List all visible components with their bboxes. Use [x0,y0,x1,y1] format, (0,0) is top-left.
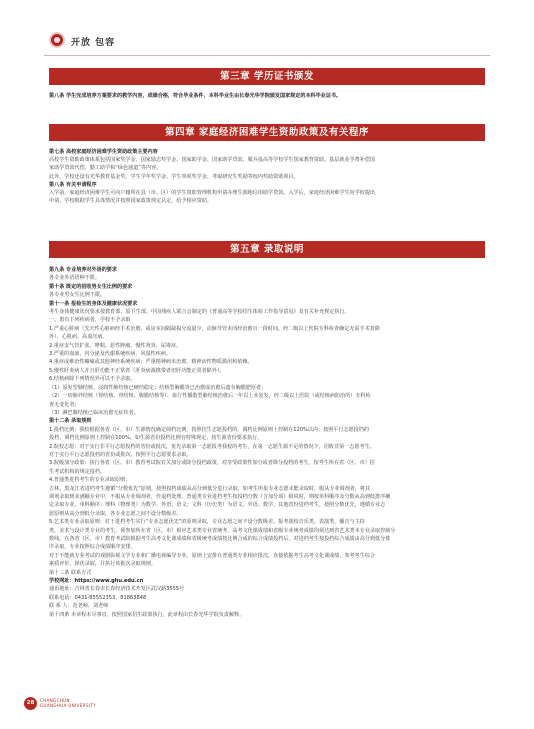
text-line: 第十三条 联系方式 [49,569,92,576]
chapter-5-body [49,266,485,619]
chapter-4-title: 第四章 家庭经济困难学生资助政策及有关程序 [49,124,485,141]
text-line: （1）原发型肺结核、浸润性肺结核已硬结稳定；结核型胸膜炎已治愈或治愈后遗有胸膜肥厚者； [49,384,267,391]
text-line: 联 系 人：范老师、刘老师 [49,603,109,610]
text-line: 投档，调档比例原则上控制在100%，如生源省份投档比例有特殊规定，按生源省份要求执行。 [49,435,263,442]
text-line: 4.普通类进档考生的专业录取原则： [49,477,131,484]
text-line: 2.院校志愿：对于实行非平行志愿投档的省份或批次，优先录取第一志愿报考我校的考生，在第一志愿生源不足的情况下，招收非第一志愿考生。 [49,443,375,450]
text-line: 生考试机构的规定投档。 [49,468,106,475]
text-line: 各专业男女生比例不限。 [49,292,106,299]
text-line: 第九条 专业培养对外语的要求 [49,267,117,273]
chapter-3-title: 第三章 学历证书颁发 [49,68,485,85]
text-line: 类、美术与设计类专业的考生，须参加所在省（区、市）相应艺术类专业省统考，高考文化课成绩和省级专业统考成绩均须达到省艺术类本专业录取控制分 [49,527,396,534]
text-line: 吉林、黑龙江省进档考生遵循“分数优先”原则，按照投档成绩从高分到低分进行录取，如考生所报专业志愿未能录取时，服从专业调剂者，将其 [49,485,371,492]
text-line: （2）一切肺外结核（肾结核、骨结核、腹膜结核等）、血行性播散型肺结核治愈后一年以上未复发，经二级以上医院（或结核病防治所）专科检 [49,393,371,400]
footer-university-name [40,698,96,708]
footer-name-line: CHANGCHUN [40,698,70,703]
university-logo-icon [49,32,65,48]
text-line: 申请，学校根据学生具体情况并按照国家政策规定认定，给予相应资助。 [49,198,213,205]
page-number: 28 [24,697,37,710]
text-line: 5.慢性肝炎病人并且肝功能不正常者（肝炎病源携带者但肝功能正常者除外）。 [49,367,225,374]
text-line: 第八条 学生完成培养方案要求的教学内容，成绩合格，符合毕业条件，本科毕业生由长春光华学院颁发国家规定的本科毕业证书。 [49,93,342,99]
text-line: 3.院级加分政策：执行各省（区、市）教育考试院有关加分或降分投档政策，对享受政策性加分或者降分投档的考生，按考生所在省（区、市）招 [49,460,375,467]
text-line: 入学前，家庭经济困难学生可向户籍所在县（市、区）的学生资助管理机构申请办理生源地信用助学贷款。入学后，家庭经济困难学生向学校提出 [49,190,376,197]
text-line: 第十四条 本章程未尽事宜，按照国家招生政策执行，此章程由长春光华学院负责解释。 [49,611,245,618]
text-line: 查无变化者； [49,401,80,408]
chapter-4-body [49,148,485,205]
text-line: 对于不能就专业考试的戏剧影视文学专业和广播电视编导专业，原则上安排在普通类专业相应批次，直接依据考生高考文化课成绩，参考考生综合 [49,552,376,559]
text-line: 此外，学校还设有光华教育基金奖、学生学年奖学金、学生单项奖学金、考取研究生奖励等校内奖助资助项目。 [49,173,299,180]
chapter-3-body [49,92,485,100]
header-divider [44,55,490,56]
chapter-5-title: 第五章 录取说明 [49,241,485,258]
text-line: 外）、心肌病、高血压病。 [49,334,108,341]
text-line: 序录取，专业按照综合成绩顺序安排。 [49,544,136,551]
text-line: 考生身体健康状况要求按教育部、原卫生部、中国残疾人联合会制定的《普通高等学校招生体检工作指导意见》及有关补充规定执行。 [49,309,350,316]
text-line: 6.结核病除下列情况外可以不予录取。 [49,376,136,383]
text-line: （3）淋巴腺结核已临床治愈无症状者。 [49,409,139,416]
page-header [0,0,534,64]
footer-name-line: GUANGHUA UNIVERSITY [40,703,97,708]
text-line: 高校学生资助政策体系包括国家奖学金、国家励志奖学金、国家助学金、国家助学贷款，服兵役高等学校学生国家教育资助、基层就业学费补偿国 [49,157,376,164]
text-line: 数线。在各省（区、市）教育考试院根据考生高考文化课成绩和省级统考成绩按比例合成的综合成绩投档后，对进档考生按投档综合成绩由高分到低分排 [49,536,391,542]
text-line: 联系电话：0431-85552353、81863848 [49,594,147,601]
text-line: 定录取专业。单科顺序：理科（物理类）为数学、外语、语文；文科（历史类）为语文、外语、数学，其他省份进档考生，按照分数优先，遵循专业志 [49,502,386,509]
text-line: 对于实行平行志愿投档的省份或批次，按照平行志愿要求录取。 [49,451,192,458]
text-line: 第十条 既定的招收男女生比例的要求 [49,283,133,290]
text-line: 4.重症或难治性癫痫或其他神经系统疾病；严重精神病未治愈、精神活性物质滥用和依赖。 [49,359,253,366]
text-line: 第七条 高校家庭经济困难学生资助政策主要内容 [49,149,158,155]
text-line: 第十一条 报检生的身体及健康状况要求 [49,300,138,307]
text-line: 第十二条 录取规则 [49,418,92,425]
text-line: 一、患有下列疾病者，学校不予录取 [49,317,131,324]
text-line: 1.投档比例：我校根据各省（区、市）生源情况确定调档比例，按照招生志愿投档的，调档比例原则上控制在120%以内；按照平行志愿投档的 [49,426,369,433]
text-line: 5.艺术类专业录取原则：对于进档考生实行“专业志愿优先”的原则录取，专业志愿之间不设分数级差。报考我校音乐类、表演类、播音与主持 [49,519,365,526]
text-line: 学校网址：https://www.ghu.edu.cn [49,578,144,585]
text-line: 第八条 有关申请程序 [49,181,97,188]
text-line: 1.严重心脏病（先天性心脏病经手术治愈，或房室间隔缺损分流量少，动脉导管未闭经治愈且一段时间，经二级以上医院专科检查确定无需手术者除 [49,325,380,332]
text-line: 各专业外语语种不限。 [49,275,100,282]
school-website[interactable]: 通讯地址：吉林省长春市长春经济技术开发区武汉路3555号 [49,586,185,593]
text-line: 愿原则从高分到低分录取，各专业志愿之间不设分数级差。 [49,510,182,517]
text-line: 2.重症支气管扩张、哮喘、恶性肿瘤、慢性肾炎、尿毒症。 [49,342,182,349]
brand-slogan: 开放 包容 [71,38,116,48]
text-line: 素质评价，择优录取，并执行该批次录取规则。 [49,561,156,568]
text-line: 家助学贷款代偿、勤工助学和“绿色通道”等内容。 [49,165,162,172]
text-line: 调剂录取到未满额专业中，不服从专业调剂者，作退档处理。普通类专业进档考生按投档分数（含加分项）相同时，则按单科顺序及分数从高到低排序确 [49,493,391,500]
text-line: 3.严重的血液、内分泌及代谢系统疾病、风湿性疾病。 [49,351,172,358]
